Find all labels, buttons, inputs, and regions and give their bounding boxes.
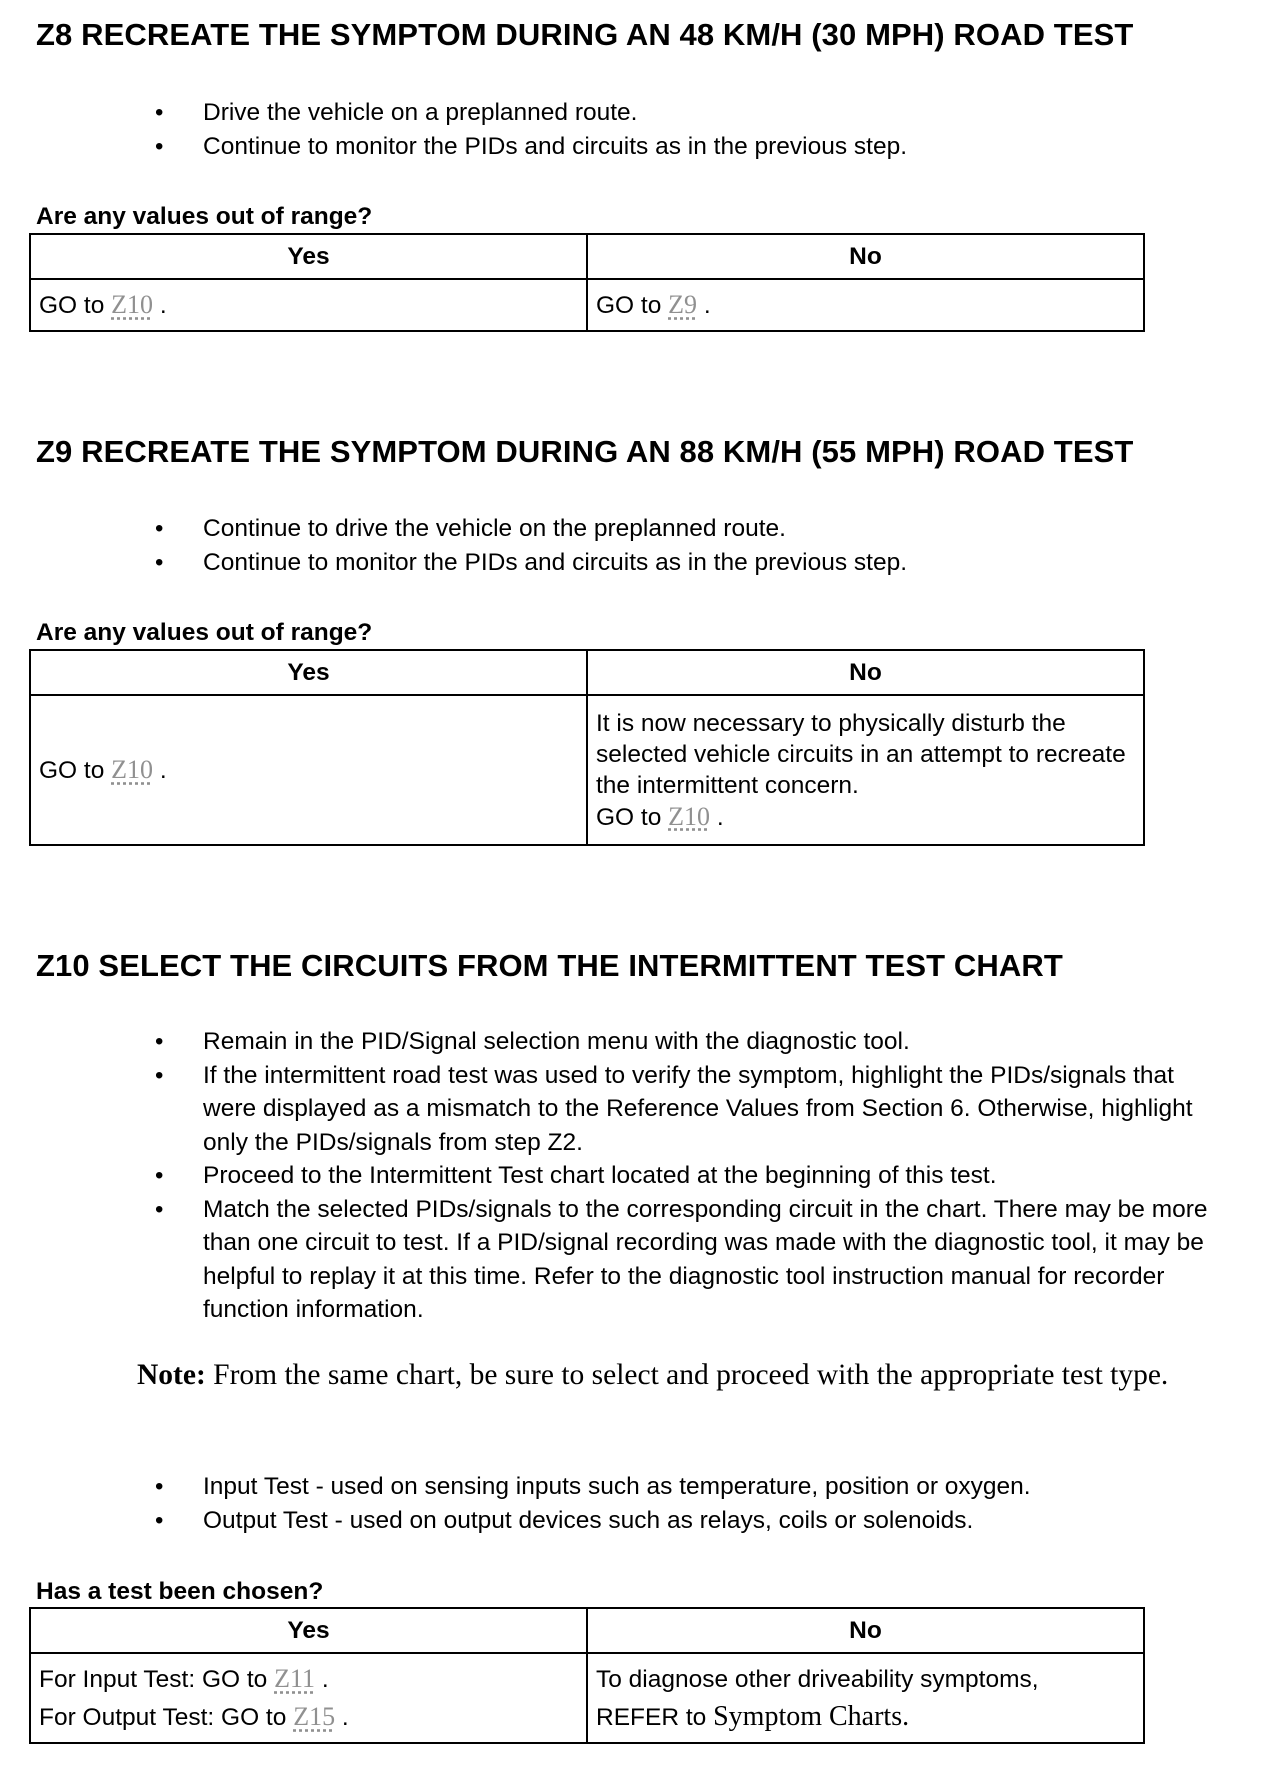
list-item: • Input Test - used on sensing inputs such as temperature, position or oxygen. [0, 1470, 1233, 1504]
step-z8-question: Are any values out of range? [36, 203, 373, 230]
step-z10-decision-table [29, 1607, 1145, 1744]
link-z9[interactable]: Z9 [668, 290, 698, 319]
go-to-text: GO to [39, 292, 105, 319]
step-z9-title: Z9 RECREATE THE SYMPTOM DURING AN 88 KM/H (55 MPH) ROAD TEST [36, 434, 1134, 469]
no-header: No [587, 1608, 1144, 1653]
link-z10[interactable]: Z10 [111, 755, 154, 784]
step-z10-bullet-list [0, 1025, 1233, 1327]
yes-cell: GO to Z10 . [30, 279, 587, 331]
no-cell: GO to Z9 . [587, 279, 1144, 331]
step-z9-bullet-list [0, 512, 1233, 579]
step-z8-title: Z8 RECREATE THE SYMPTOM DURING AN 48 KM/H (30 MPH) ROAD TEST [36, 17, 1134, 52]
list-item: • Continue to drive the vehicle on the preplanned route. [0, 512, 1233, 546]
yes-header: Yes [30, 234, 587, 279]
step-z10-title: Z10 SELECT THE CIRCUITS FROM THE INTERMITTENT TEST CHART [36, 948, 1063, 983]
no-cell: It is now necessary to physically disturb the selected vehicle circuits in an attempt to recreate the intermittent concern. GO to Z10 . [587, 695, 1144, 845]
no-cell-text: It is now necessary to physically disturb the selected vehicle circuits in an attempt to recreate the intermittent concern. [596, 709, 1126, 799]
yes-cell: For Input Test: GO to Z11 . For Output Test: GO to Z15 . [30, 1653, 587, 1743]
list-item: • Output Test - used on output devices such as relays, coils or solenoids. [0, 1504, 1233, 1538]
step-z9-decision-table [29, 649, 1145, 846]
list-item: • Continue to monitor the PIDs and circuits as in the previous step. [0, 130, 1233, 164]
list-item: • Match the selected PIDs/signals to the corresponding circuit in the chart. There may be more than one circuit to test. If a PID/signal recording was made with the diagnostic tool, it may be helpful to replay it at this time. Refer to the diagnostic tool instruction manual for recorder function information. [0, 1193, 1233, 1327]
yes-cell: GO to Z10 . [30, 695, 587, 845]
list-item: • Drive the vehicle on a preplanned route. [0, 96, 1233, 130]
step-z8-decision-table [29, 233, 1145, 332]
yes-header: Yes [30, 650, 587, 695]
note [137, 1356, 1237, 1395]
no-header: No [587, 650, 1144, 695]
table-header-row [30, 234, 1144, 279]
list-item: • If the intermittent road test was used to verify the symptom, highlight the PIDs/signals that were displayed as a mismatch to the Reference Values from Section 6. Otherwise, highlight only the PIDs/signals from step Z2. [0, 1059, 1233, 1160]
table-header-row [30, 650, 1144, 695]
step-z10-question: Has a test been chosen? [36, 1578, 324, 1605]
link-z10[interactable]: Z10 [111, 290, 154, 319]
step-z8-bullet-list [0, 96, 1233, 163]
go-to-text: GO to [596, 803, 662, 831]
link-z10[interactable]: Z10 [668, 801, 711, 831]
go-to-text: GO to [596, 292, 662, 319]
table-row [30, 695, 1144, 845]
refer-text: REFER to [596, 1703, 707, 1731]
table-row [30, 1653, 1144, 1743]
test-type-list [0, 1470, 1233, 1537]
yes-header: Yes [30, 1608, 587, 1653]
output-test-text: For Output Test: GO to [39, 1704, 287, 1731]
list-item: • Continue to monitor the PIDs and circuits as in the previous step. [0, 546, 1233, 580]
note-label: Note: [137, 1359, 206, 1391]
step-z9-question: Are any values out of range? [36, 619, 373, 646]
no-header: No [587, 234, 1144, 279]
list-item: • Proceed to the Intermittent Test chart located at the beginning of this test. [0, 1159, 1233, 1193]
table-row [30, 279, 1144, 331]
link-z11[interactable]: Z11 [274, 1664, 316, 1693]
note-text: From the same chart, be sure to select and proceed with the appropriate test type. [213, 1359, 1169, 1391]
no-cell-text: To diagnose other driveability symptoms, [596, 1665, 1039, 1693]
link-z15[interactable]: Z15 [293, 1702, 336, 1731]
table-header-row [30, 1608, 1144, 1653]
symptom-charts-reference[interactable]: Symptom Charts. [713, 1700, 910, 1732]
list-item: • Remain in the PID/Signal selection menu with the diagnostic tool. [0, 1025, 1233, 1059]
input-test-text: For Input Test: GO to [39, 1666, 268, 1693]
go-to-text: GO to [39, 757, 105, 784]
no-cell [587, 1653, 1144, 1743]
